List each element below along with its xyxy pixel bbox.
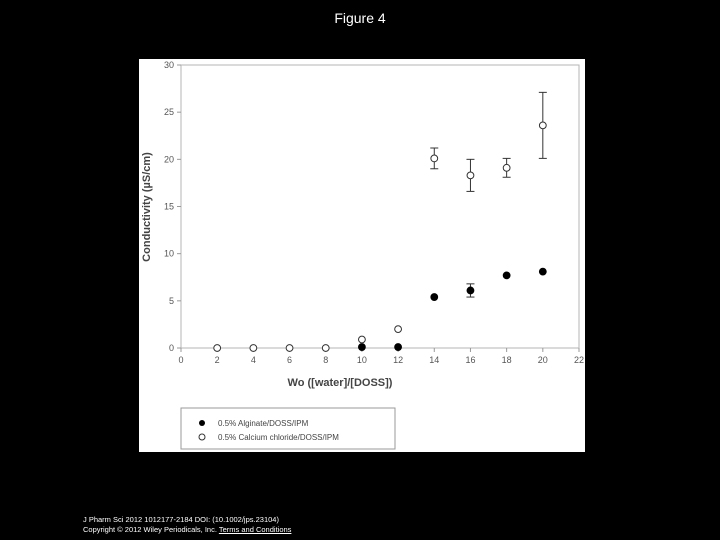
data-point-alginate xyxy=(467,287,474,294)
x-tick-label: 4 xyxy=(250,355,256,365)
x-tick-label: 6 xyxy=(287,355,293,365)
legend-marker-alginate xyxy=(199,420,205,426)
data-point-alginate xyxy=(431,294,438,301)
data-point-calcium-chloride xyxy=(395,326,402,333)
y-tick-label: 0 xyxy=(168,343,174,353)
x-tick-label: 10 xyxy=(356,355,367,365)
data-point-calcium-chloride xyxy=(286,345,293,352)
data-point-calcium-chloride xyxy=(467,172,474,179)
copyright-text: Copyright © 2012 Wiley Periodicals, Inc. xyxy=(83,525,217,534)
y-tick-label: 5 xyxy=(168,295,174,306)
conductivity-chart xyxy=(139,59,585,452)
terms-link[interactable]: Terms and Conditions xyxy=(218,525,292,534)
data-point-calcium-chloride xyxy=(250,345,257,352)
data-point-calcium-chloride xyxy=(431,155,438,162)
data-point-calcium-chloride xyxy=(539,122,546,129)
slide-title: Figure 4 xyxy=(334,10,386,26)
x-tick-label: 18 xyxy=(501,355,512,365)
x-tick-label: 22 xyxy=(573,355,585,365)
data-marks xyxy=(214,92,547,351)
legend-box xyxy=(181,408,395,449)
data-point-calcium-chloride xyxy=(214,345,221,352)
data-point-calcium-chloride xyxy=(322,345,329,352)
data-point-alginate xyxy=(395,344,402,351)
x-axis-label: Wo ([water]/[DOSS]) xyxy=(287,377,393,389)
data-point-calcium-chloride xyxy=(503,164,510,171)
y-tick-label: 20 xyxy=(163,154,174,165)
y-axis-label: Conductivity (µS/cm) xyxy=(141,152,153,262)
x-tick-label: 12 xyxy=(393,355,404,365)
x-tick-label: 14 xyxy=(429,355,440,365)
x-tick-label: 0 xyxy=(178,355,184,365)
axes xyxy=(164,60,584,365)
data-point-calcium-chloride xyxy=(359,336,366,343)
y-tick-label: 25 xyxy=(163,107,174,118)
y-tick-label: 30 xyxy=(163,60,174,70)
legend-label-calcium: 0.5% Calcium chloride/DOSS/IPM xyxy=(218,433,339,442)
citation-text: J Pharm Sci 2012 1012177-2184 DOI: (10.1002/jps.23104) xyxy=(83,515,279,524)
data-point-alginate xyxy=(539,268,546,275)
x-tick-label: 8 xyxy=(323,355,329,365)
legend-label-alginate: 0.5% Alginate/DOSS/IPM xyxy=(218,419,309,428)
x-tick-label: 16 xyxy=(465,355,476,365)
data-point-alginate xyxy=(503,272,510,279)
plot-frame xyxy=(181,65,579,348)
x-tick-label: 2 xyxy=(214,355,220,365)
x-tick-label: 20 xyxy=(537,355,548,365)
copyright-line xyxy=(83,525,291,535)
figure-panel xyxy=(139,59,585,452)
citation-footer xyxy=(83,515,291,535)
legend-marker-calcium xyxy=(199,434,205,440)
y-tick-label: 15 xyxy=(163,201,174,212)
data-point-alginate xyxy=(359,344,366,351)
y-tick-label: 10 xyxy=(163,248,174,259)
